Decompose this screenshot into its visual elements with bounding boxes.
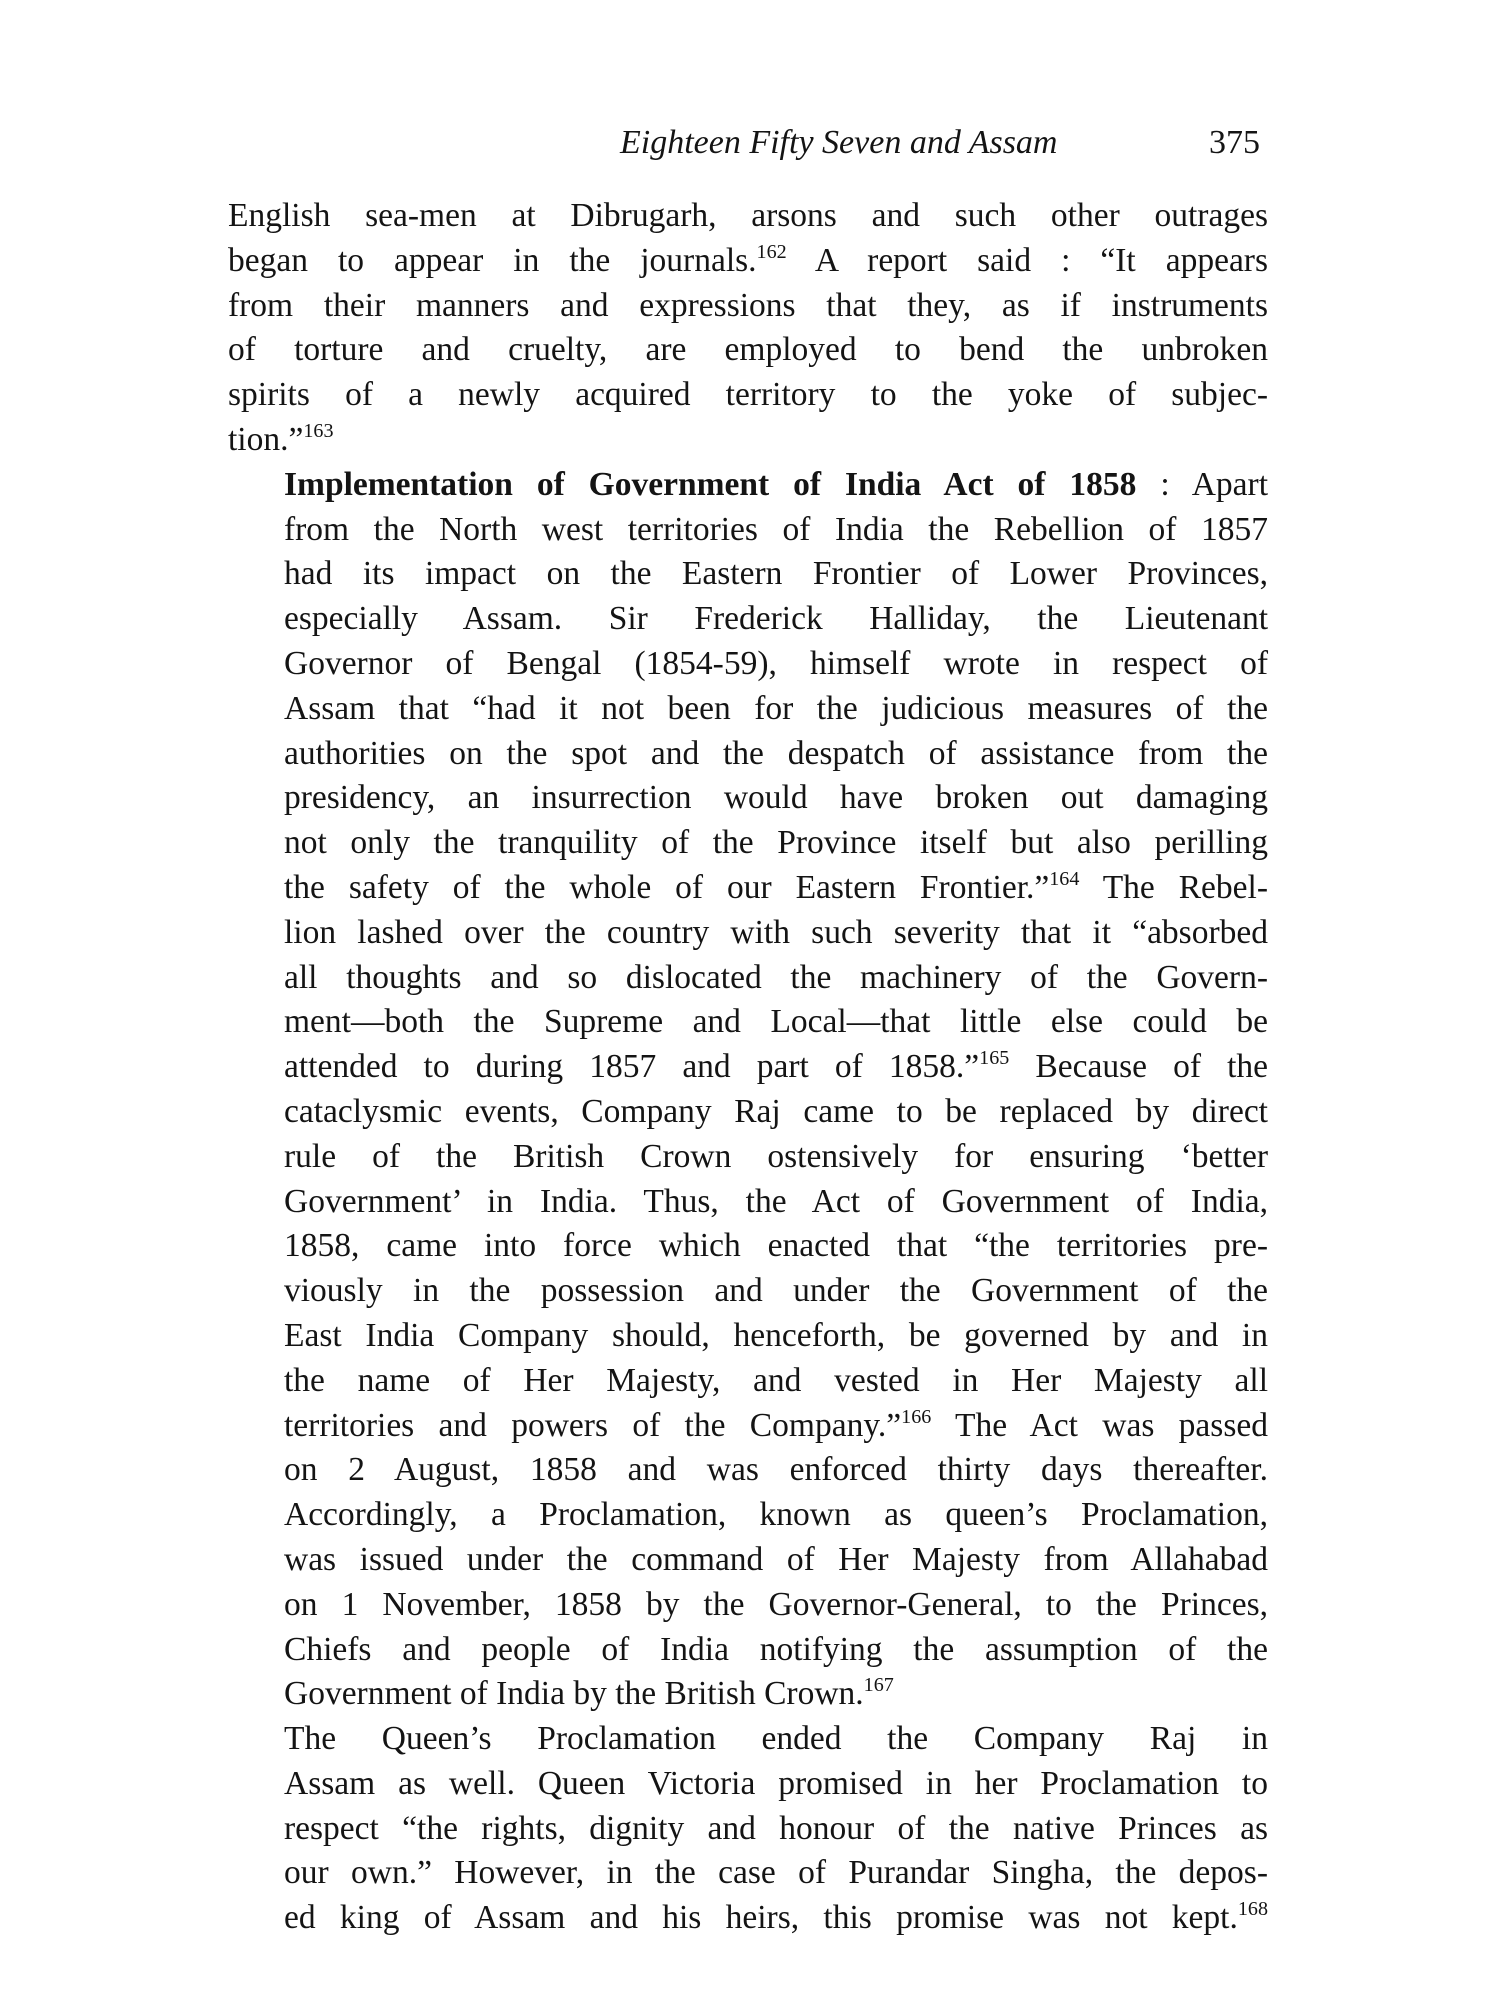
text-segment: A report said : “It appears: [786, 241, 1269, 279]
text-line: Chiefs and people of India notifying the assumption of the: [284, 1630, 1268, 1668]
text-line: Assam that “had it not been for the judicious measures of the: [284, 689, 1268, 727]
paragraph-2: [228, 463, 1268, 1717]
text-line: [228, 239, 1268, 284]
footnote-marker: 166: [901, 1405, 932, 1428]
text-line: [228, 1045, 1268, 1090]
footnote-marker: 162: [756, 240, 787, 263]
text-segment: began to appear in the journals.: [228, 241, 757, 279]
text-segment: territories and powers of the Company.”: [284, 1406, 902, 1444]
text-line: [228, 1672, 1268, 1717]
text-line: 1858, came into force which enacted that “the territories pre-: [284, 1227, 1268, 1265]
running-title: Eighteen Fifty Seven and Assam: [620, 124, 1058, 161]
text-line: [228, 866, 1268, 911]
text-segment: ed king of Assam and his heirs, this promise was not kept.: [284, 1899, 1238, 1937]
text-segment: tion.”: [228, 420, 304, 458]
text-line: English sea-men at Dibrugarh, arsons and such other outrages: [228, 197, 1268, 234]
text-segment: The Act was passed: [931, 1406, 1268, 1444]
paragraph-1: [228, 194, 1268, 463]
text-line: the name of Her Majesty, and vested in Her Majesty all: [284, 1361, 1268, 1399]
text-line: was issued under the command of Her Majesty from Allahabad: [284, 1540, 1268, 1578]
text-line: spirits of a newly acquired territory to the yoke of subjec-: [228, 376, 1268, 414]
text-line: on 2 August, 1858 and was enforced thirty days thereafter.: [284, 1451, 1268, 1489]
text-line: cataclysmic events, Company Raj came to be replaced by direct: [284, 1092, 1268, 1130]
text-line: our own.” However, in the case of Purandar Singha, the depos-: [284, 1854, 1268, 1892]
text-line: [228, 1896, 1268, 1941]
text-segment: the safety of the whole of our Eastern Frontier.”: [284, 868, 1050, 906]
text-line: [228, 463, 1268, 508]
text-line: East India Company should, henceforth, be governed by and in: [284, 1316, 1268, 1354]
text-line: presidency, an insurrection would have broken out damaging: [284, 779, 1268, 817]
paragraph-3: [228, 1717, 1268, 1941]
text-line: had its impact on the Eastern Frontier of Lower Provinces,: [284, 555, 1268, 593]
section-heading: Implementation of Government of India Act of 1858: [284, 465, 1137, 503]
text-line: from their manners and expressions that they, as if instruments: [228, 286, 1268, 324]
text-line: authorities on the spot and the despatch of assistance from the: [284, 734, 1268, 772]
footnote-marker: 168: [1237, 1898, 1268, 1921]
text-segment: attended to during 1857 and part of 1858.”: [284, 1048, 980, 1086]
text-line: from the North west territories of India the Rebellion of 1857: [284, 510, 1268, 548]
text-line: rule of the British Crown ostensively for ensuring ‘better: [284, 1137, 1268, 1175]
body-text: [228, 194, 1268, 1941]
text-line: Accordingly, a Proclamation, known as queen’s Proclamation,: [284, 1496, 1268, 1534]
text-line: especially Assam. Sir Frederick Halliday, the Lieutenant: [284, 600, 1268, 638]
text-line: all thoughts and so dislocated the machinery of the Govern-: [284, 958, 1268, 996]
text-line: Government’ in India. Thus, the Act of Government of India,: [284, 1182, 1268, 1220]
text-segment: The Rebel-: [1079, 868, 1268, 906]
footnote-marker: 167: [863, 1674, 894, 1697]
running-header: [620, 118, 1260, 168]
text-line: ment—both the Supreme and Local—that little else could be: [284, 1003, 1268, 1041]
text-segment: : Apart: [1136, 465, 1268, 503]
text-line: Governor of Bengal (1854-59), himself wrote in respect of: [284, 644, 1268, 682]
text-line: [228, 418, 1268, 463]
text-line: not only the tranquility of the Province itself but also perilling: [284, 824, 1268, 862]
footnote-marker: 165: [979, 1047, 1010, 1070]
text-line: respect “the rights, dignity and honour of the native Princes as: [284, 1809, 1268, 1847]
text-segment: Government of India by the British Crown.: [284, 1675, 864, 1713]
text-line: [228, 1404, 1268, 1449]
text-line: lion lashed over the country with such severity that it “absorbed: [284, 913, 1268, 951]
text-segment: Because of the: [1009, 1048, 1268, 1086]
footnote-marker: 164: [1049, 867, 1080, 890]
page-number: 375: [1209, 124, 1260, 161]
text-line: Assam as well. Queen Victoria promised in her Proclamation to: [284, 1764, 1268, 1802]
footnote-marker: 163: [303, 419, 334, 442]
text-line: viously in the possession and under the Government of the: [284, 1272, 1268, 1310]
text-line: on 1 November, 1858 by the Governor-General, to the Princes,: [284, 1585, 1268, 1623]
text-line: The Queen’s Proclamation ended the Company Raj in: [284, 1720, 1268, 1758]
text-line: of torture and cruelty, are employed to bend the unbroken: [228, 331, 1268, 369]
